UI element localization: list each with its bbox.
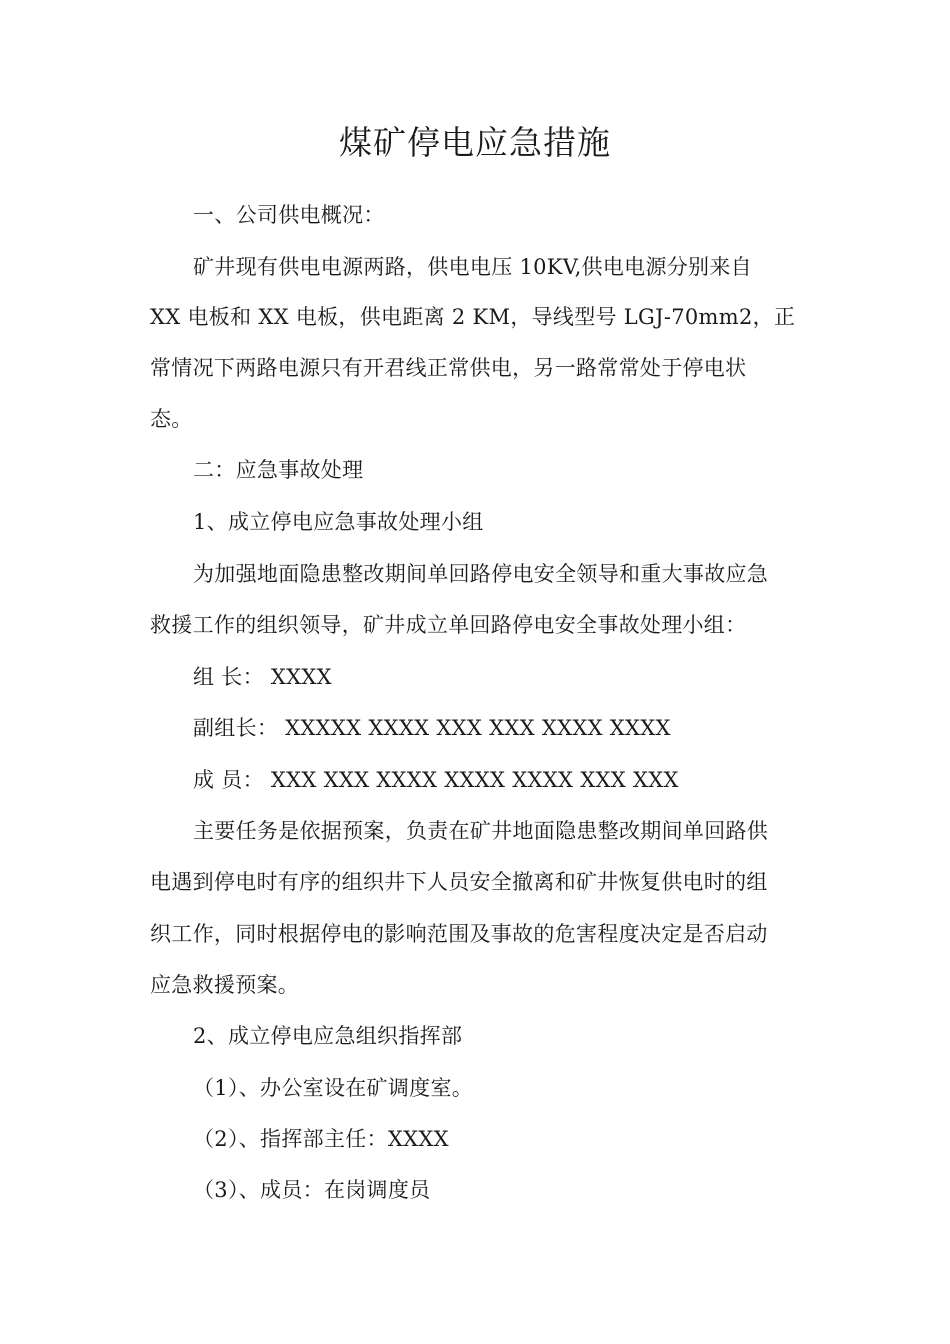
- paragraph-line: 织工作，同时根据停电的影响范围及事故的危害程度决定是否启动: [150, 922, 768, 946]
- paragraph-line: 主要任务是依据预案，负责在矿井地面隐患整改期间单回路供: [193, 819, 769, 843]
- subsection-heading: 2、成立停电应急组织指挥部: [193, 1024, 463, 1048]
- list-item: （2）、指挥部主任：XXXX: [193, 1127, 449, 1151]
- paragraph-line: 态。: [150, 407, 193, 431]
- list-item: （3）、成员：在岗调度员: [193, 1178, 431, 1202]
- deputy-leader-line: 副组长： XXXXX XXXX XXX XXX XXXX XXXX: [193, 716, 671, 740]
- section-heading-emergency: 二：应急事故处理: [193, 458, 364, 482]
- paragraph-line: XX 电板和 XX 电板，供电距离 2 KM，导线型号 LGJ-70mm2，正: [150, 305, 796, 329]
- section-heading-power-overview: 一、公司供电概况：: [193, 203, 385, 227]
- team-leader-line: 组 长： XXXX: [193, 665, 332, 689]
- subsection-heading: 1、成立停电应急事故处理小组: [193, 510, 484, 534]
- document-title: 煤矿停电应急措施: [339, 123, 611, 162]
- paragraph-line: 救援工作的组织领导，矿井成立单回路停电安全事故处理小组：: [150, 613, 747, 637]
- paragraph-line: 应急救援预案。: [150, 973, 300, 997]
- paragraph-line: 矿井现有供电电源两路，供电电压 10KV,供电电源分别来自: [193, 255, 752, 279]
- paragraph-line: 为加强地面隐患整改期间单回路停电安全领导和重大事故应急: [193, 562, 769, 586]
- members-line: 成 员： XXX XXX XXXX XXXX XXXX XXX XXX: [193, 768, 679, 792]
- paragraph-line: 电遇到停电时有序的组织井下人员安全撤离和矿井恢复供电时的组: [150, 870, 768, 894]
- paragraph-line: 常情况下两路电源只有开君线正常供电，另一路常常处于停电状: [150, 356, 747, 380]
- list-item: （1）、办公室设在矿调度室。: [193, 1076, 474, 1100]
